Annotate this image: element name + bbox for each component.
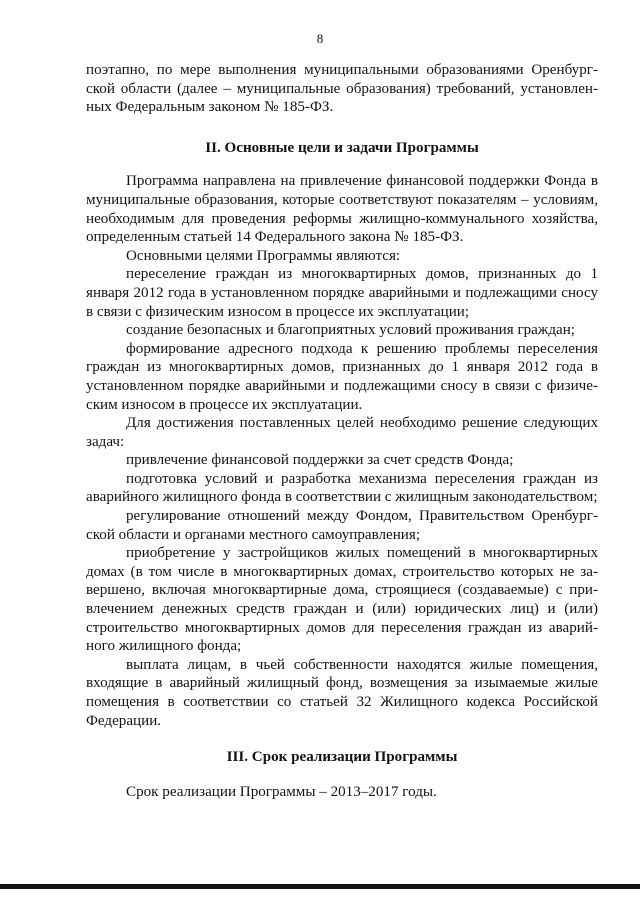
intro-paragraph: поэтапно, по мере выполнения муниципальными образованиями Оренбургской области (далее – муниципальные образования) требований, установленных Федеральным законом № 185-ФЗ. xyxy=(86,62,598,116)
goal-item: формирование адресного подхода к решению проблемы переселения граждан из многоквартирных домов, признанных до 1 января 2012 года в установленном порядке аварийными и подлежащими сносу в связи с физическим износом в процессе их эксплуатации. xyxy=(86,340,598,413)
goals-intro: Основными целями Программы являются: xyxy=(126,247,401,264)
goal-item: создание безопасных и благоприятных условий проживания граждан; xyxy=(126,322,575,339)
section-2-heading: II. Основные цели и задачи Программы xyxy=(205,139,479,156)
bottom-border-line xyxy=(0,884,640,889)
section-3-heading: III. Срок реализации Программы xyxy=(226,749,458,766)
task-item: регулирование отношений между Фондом, Правительством Оренбургской области и органами местного самоуправления; xyxy=(86,508,598,543)
task-item: выплата лицам, в чьей собственности находятся жилые помещения, входящие в аварийный жилищный фонд, возмещения за изымаемые жилые помещения в соответствии со статьей 32 Жилищного кодекса Российской Федерации. xyxy=(86,656,598,729)
goal-item: переселение граждан из многоквартирных домов, признанных до 1 января 2012 года в установленном порядке аварийными и подлежащими сносу в связи с физическим износом в процессе их эксплуатации; xyxy=(86,266,598,320)
document-body xyxy=(86,61,598,801)
task-item: приобретение у застройщиков жилых помещений в многоквартирных домах (в том числе в многоквартирных домах, строительство которых не завершено, включая многоквартирные дома, строящиеся (создаваемые) с привлечением денежных средств граждан и (или) юридических лиц) и (или) строительство многоквартирных домов для переселения граждан из аварийного жилищного фонда; xyxy=(86,545,598,655)
task-item: подготовка условий и разработка механизма переселения граждан из аварийного жилищного фонда в соответствии с жилищным законодательством; xyxy=(86,470,598,506)
page-number: 8 xyxy=(316,31,324,46)
section-2-paragraph: Программа направлена на привлечение финансовой поддержки Фонда в муниципальные образования, которые соответствуют показателям – условиям, необходимым для проведения реформы жилищно-коммунального хозяйства, определенным статьей 14 Федерального закона № 185-ФЗ. xyxy=(86,173,598,246)
task-item: привлечение финансовой поддержки за счет средств Фонда; xyxy=(126,452,514,469)
section-3-paragraph: Срок реализации Программы – 2013–2017 годы. xyxy=(126,783,437,800)
tasks-intro: Для достижения поставленных целей необходимо решение следующих задач: xyxy=(86,415,598,450)
